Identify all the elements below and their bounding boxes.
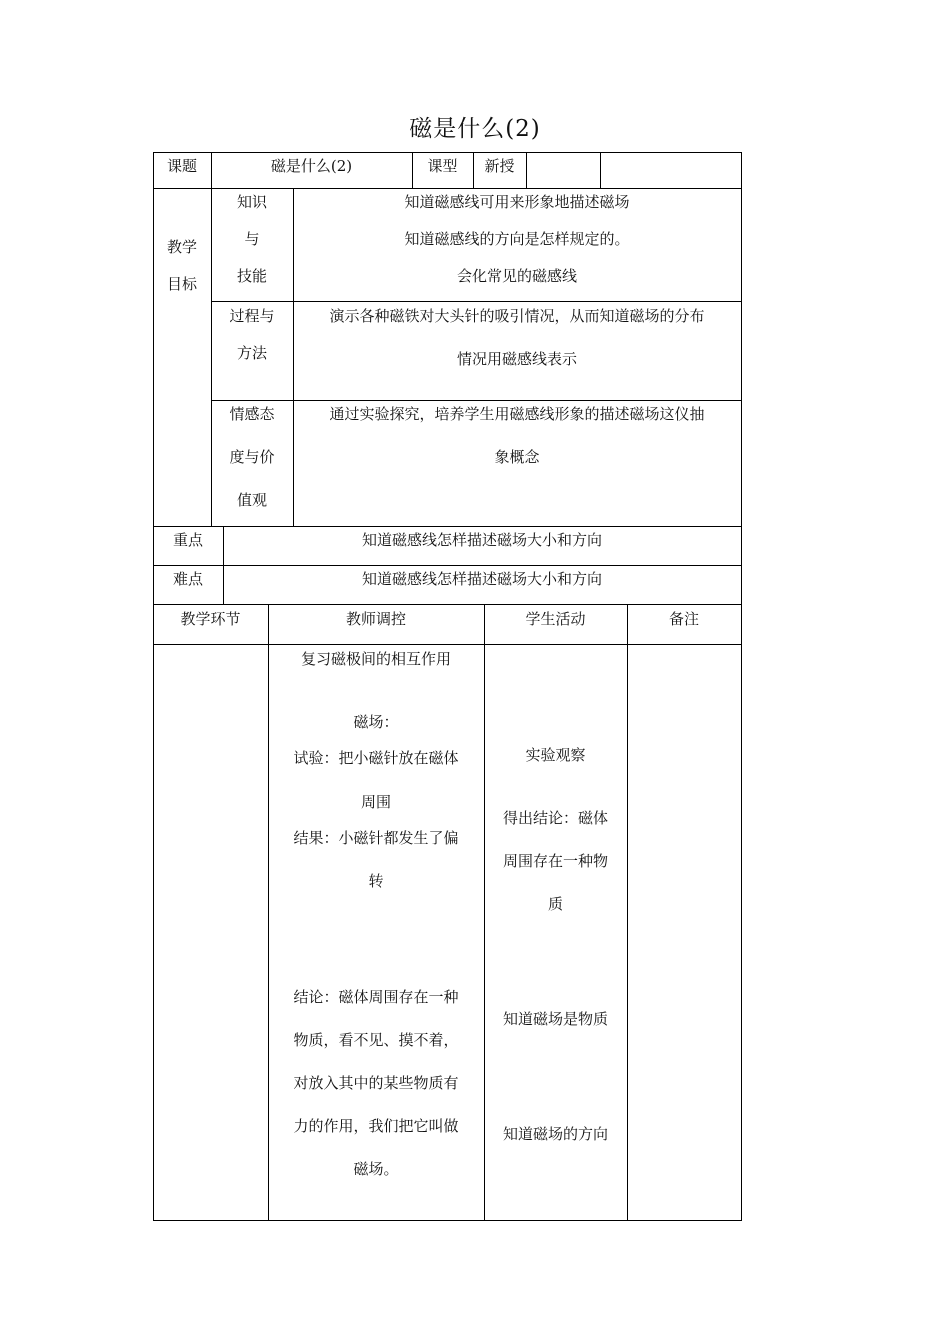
page-title: 磁是什么(2) <box>409 116 541 142</box>
objectives-label: 教学 <box>166 238 197 256</box>
table-border-right <box>741 152 742 1221</box>
topic-value: 磁是什么(2) <box>270 157 353 175</box>
col-divider <box>627 604 628 1221</box>
col-divider <box>526 152 527 188</box>
column-header: 教学环节 <box>180 610 241 628</box>
knowledge-content: 知道磁感线的方向是怎样规定的。 <box>404 230 630 248</box>
teacher-line: 磁场。 <box>353 1160 399 1178</box>
row-divider <box>153 604 742 605</box>
emotion-label: 值观 <box>236 491 267 509</box>
process-label: 方法 <box>236 344 267 362</box>
table-border-left <box>153 152 154 1221</box>
teacher-line: 试验：把小磁针放在磁体 <box>293 749 459 767</box>
teacher-line: 结论：磁体周围存在一种 <box>293 988 459 1006</box>
row-divider <box>211 400 742 401</box>
process-label: 过程与 <box>229 307 275 325</box>
emotion-content: 象概念 <box>494 448 540 466</box>
teacher-line: 复习磁极间的相互作用 <box>300 650 451 668</box>
col-divider <box>600 152 601 188</box>
teacher-line: 物质，看不见、摸不着， <box>293 1031 459 1049</box>
emotion-content: 通过实验探究，培养学生用磁感线形象的描述磁场这仪抽 <box>329 405 705 423</box>
difficulty-content: 知道磁感线怎样描述磁场大小和方向 <box>361 570 602 588</box>
knowledge-content: 知道磁感线可用来形象地描述磁场 <box>404 193 630 211</box>
topic-label: 课题 <box>166 157 197 175</box>
objectives-label: 目标 <box>166 275 197 293</box>
row-divider <box>153 565 742 566</box>
type-label: 课型 <box>427 157 458 175</box>
knowledge-label: 技能 <box>236 267 267 285</box>
process-content: 情况用磁感线表示 <box>456 350 577 368</box>
student-line: 得出结论：磁体 <box>502 809 608 827</box>
emotion-label: 情感态 <box>229 405 275 423</box>
teacher-line: 周围 <box>360 793 391 811</box>
column-header: 学生活动 <box>525 610 586 628</box>
row-divider <box>211 301 742 302</box>
key-point-content: 知道磁感线怎样描述磁场大小和方向 <box>361 531 602 549</box>
lesson-plan-table <box>153 152 742 1221</box>
teacher-line: 磁场： <box>353 713 399 731</box>
teacher-line: 转 <box>368 872 384 890</box>
row-divider <box>153 526 742 527</box>
table-border-bottom <box>153 1220 742 1221</box>
table-border-top <box>153 152 742 153</box>
key-point-label: 重点 <box>172 531 203 549</box>
knowledge-content: 会化常见的磁感线 <box>456 267 577 285</box>
student-line: 实验观察 <box>525 746 586 764</box>
teacher-line: 结果：小磁针都发生了偏 <box>293 829 459 847</box>
row-divider <box>153 644 742 645</box>
row-divider <box>153 188 742 189</box>
column-header: 教师调控 <box>345 610 406 628</box>
student-line: 周围存在一种物 <box>502 852 608 870</box>
teacher-line: 力的作用，我们把它叫做 <box>293 1117 459 1135</box>
student-line: 知道磁场是物质 <box>502 1010 608 1028</box>
knowledge-label: 与 <box>244 230 260 248</box>
type-value: 新授 <box>484 157 515 175</box>
student-line: 知道磁场的方向 <box>502 1125 608 1143</box>
teacher-line: 对放入其中的某些物质有 <box>293 1074 459 1092</box>
column-header: 备注 <box>668 610 699 628</box>
difficulty-label: 难点 <box>172 570 203 588</box>
process-content: 演示各种磁铁对大头针的吸引情况，从而知道磁场的分布 <box>329 307 705 325</box>
student-line: 质 <box>547 895 563 913</box>
knowledge-label: 知识 <box>236 193 267 211</box>
emotion-label: 度与价 <box>229 448 275 466</box>
